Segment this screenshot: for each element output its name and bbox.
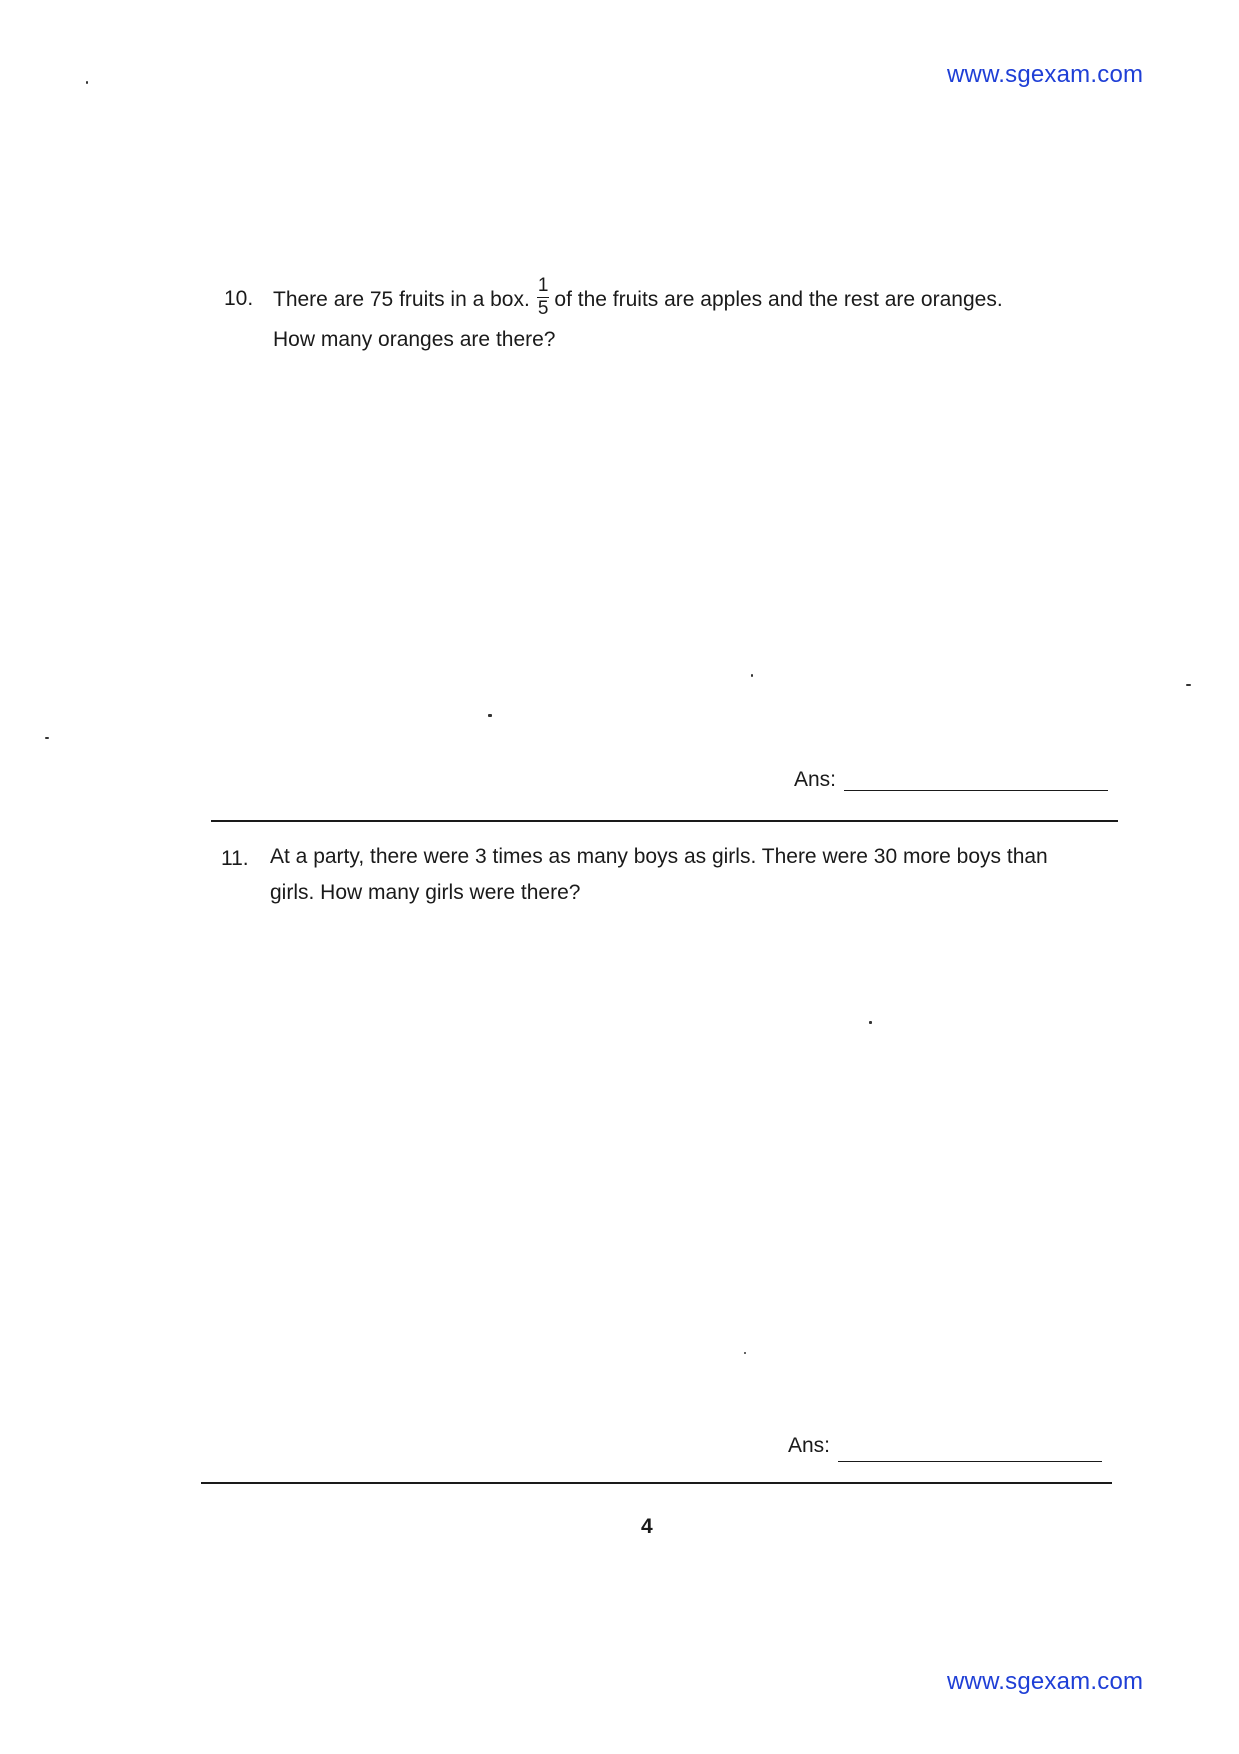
question-10-answer-label: Ans: bbox=[794, 768, 837, 791]
section-divider-1 bbox=[211, 820, 1118, 822]
scan-speck bbox=[751, 674, 753, 677]
question-10-text bbox=[273, 275, 1003, 358]
scan-speck bbox=[45, 737, 49, 739]
question-11-answer-label: Ans: bbox=[788, 1434, 831, 1457]
question-10-text-after-fraction: of the fruits are apples and the rest are oranges. bbox=[554, 288, 1003, 312]
question-11-answer-line[interactable] bbox=[838, 1461, 1102, 1462]
question-10-line-1 bbox=[273, 275, 1003, 322]
fraction-one-fifth bbox=[536, 276, 551, 319]
question-10-text-before-fraction: There are 75 fruits in a box. bbox=[273, 288, 530, 312]
question-11-line-1: At a party, there were 3 times as many boys as girls. There were 30 more boys than bbox=[270, 845, 1048, 868]
question-10-answer-line[interactable] bbox=[844, 790, 1108, 791]
question-11-text bbox=[270, 839, 1048, 911]
question-11-line-2: girls. How many girls were there? bbox=[270, 881, 581, 904]
scan-speck bbox=[488, 714, 492, 717]
scan-speck bbox=[86, 81, 88, 84]
question-10-number: 10. bbox=[224, 287, 254, 310]
fraction-denominator: 5 bbox=[537, 298, 549, 319]
page-number: 4 bbox=[641, 1515, 653, 1538]
question-11-number: 11. bbox=[221, 847, 249, 870]
scan-speck bbox=[1186, 684, 1191, 686]
watermark-link-bottom[interactable]: www.sgexam.com bbox=[947, 1668, 1144, 1695]
watermark-link-top[interactable]: www.sgexam.com bbox=[947, 61, 1144, 88]
fraction-numerator: 1 bbox=[537, 275, 549, 296]
scan-speck bbox=[869, 1021, 872, 1024]
scan-speck bbox=[744, 1352, 746, 1354]
question-10-line-2: How many oranges are there? bbox=[273, 328, 556, 351]
section-divider-2 bbox=[201, 1482, 1112, 1484]
